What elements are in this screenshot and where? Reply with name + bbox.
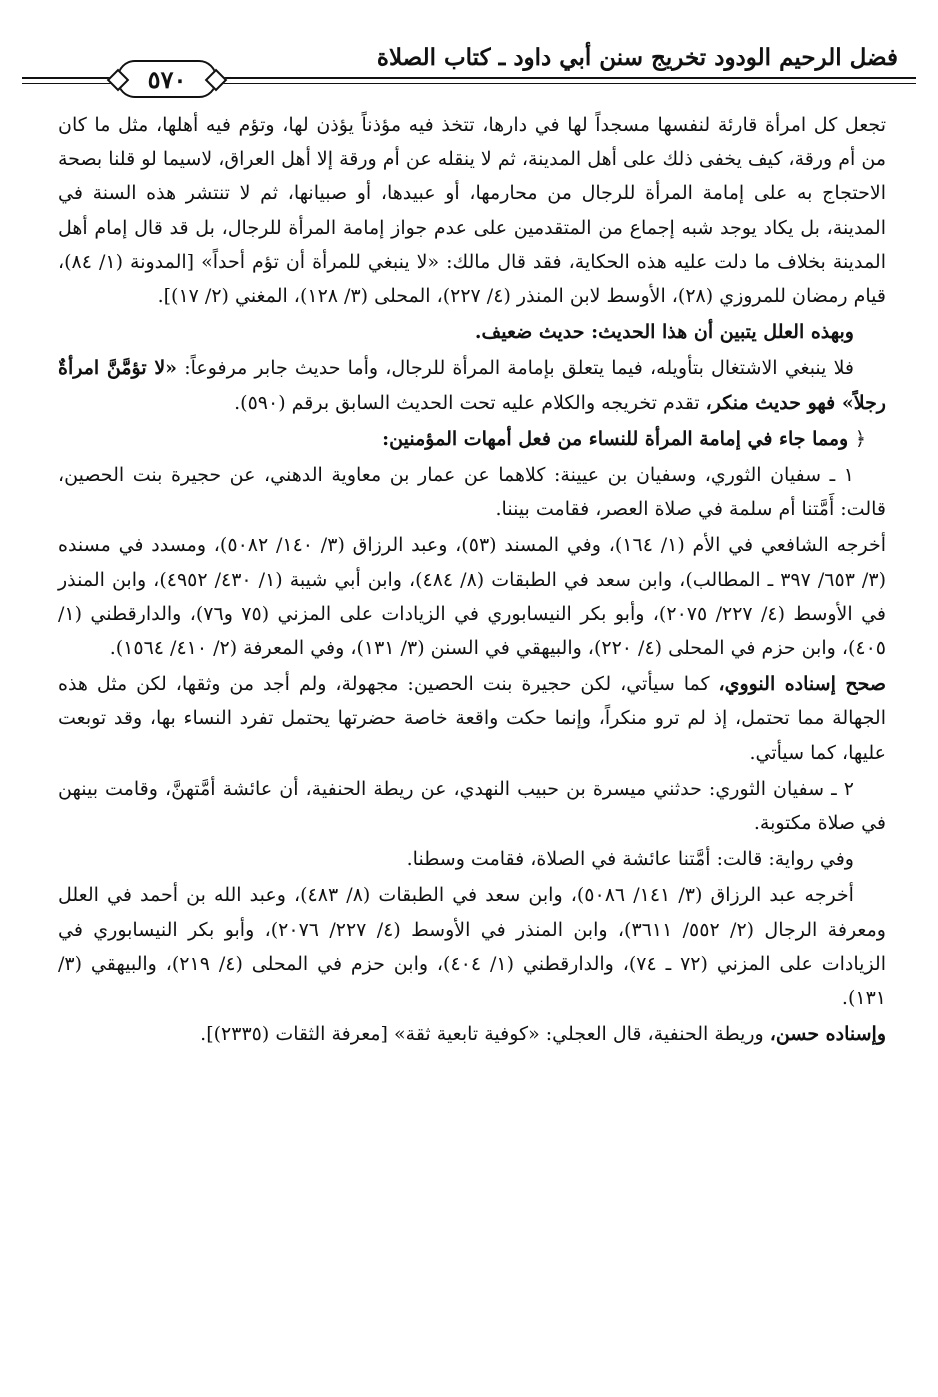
body-text bbox=[58, 108, 886, 1053]
paragraph bbox=[58, 667, 886, 770]
ornament-icon: ﴿ bbox=[854, 427, 866, 450]
paragraph bbox=[58, 351, 886, 419]
paragraph: وفي رواية: قالت: أمَّتنا عائشة في الصلاة، فقامت وسطنا. bbox=[406, 848, 854, 871]
paragraph-conclusion: وبهذه العلل يتبين أن هذا الحديث: حديث ضعيف. bbox=[474, 321, 854, 344]
page-number: ٥٧٠ bbox=[117, 60, 217, 98]
paragraph: ٢ ـ سفيان الثوري: حدثني ميسرة بن حبيب النهدي، عن ريطة الحنفية، أن عائشة أمَّتهنَّ، وقامت بينهن في صلاة مكتوبة. bbox=[58, 777, 886, 835]
paragraph bbox=[58, 1017, 886, 1051]
text-run: وريطة الحنفية، قال العجلي: «كوفية تابعية ثقة» [معرفة الثقات (٢٣٣٥)]. bbox=[200, 1023, 770, 1046]
bold-text-run: صحح إسناده النووي، bbox=[718, 673, 887, 696]
text-run: تقدم تخريجه والكلام عليه تحت الحديث السابق برقم (٥٩٠). bbox=[234, 391, 706, 414]
section-heading bbox=[58, 422, 886, 456]
text-run: كما سيأتي، لكن حجيرة بنت الحصين: مجهولة، ولم أجد من وثقها، لكن مثل هذه الجهالة مما تحتمل، إذ لم ترو منكراً، وإنما حكت واقعة خاصة حضرتها يحتمل تفرد النساء بها، وقد توبعت عليها، كما سيأتي. bbox=[58, 673, 886, 764]
page-header bbox=[22, 22, 916, 102]
paragraph: تجعل كل امرأة قارئة لنفسها مسجداً لها في دارها، تتخذ فيه مؤذناً يؤذن لها، وتؤم فيه أهلها، مثل ما كان من أم ورقة، كيف يخفى ذلك على أهل المدينة، ثم لا ينقله عن أم ورقة إلا أهل العراق، لاسيما لو قلنا بصحة الاحتجاج به على إمامة المرأة للرجال من محارمها، أو عبيدها، أو صبيانها، ثم لا تنتشر هذه السنة في المدينة، بل يكاد يوجد شبه إجماع من المتقدمين على عدم جواز إمامة المرأة للرجال، بل قد قال إمام أهل المدينة بخلاف ما دلت عليه هذه الحكاية، فقد قال مالك: «لا ينبغي للمرأة أن تؤم أحداً» [المدونة (١/ ٨٤)، قيام رمضان للمروزي (٢٨)، الأوسط لابن المنذر (٤/ ٢٢٧)، المحلى (٣/ ١٢٨)، المغني (٢/ ١٧)]. bbox=[58, 114, 886, 308]
running-title: فضل الرحيم الودود تخريج سنن أبي داود ـ كتاب الصلاة bbox=[376, 44, 898, 71]
paragraph: ١ ـ سفيان الثوري، وسفيان بن عيينة: كلاهما عن عمار بن معاوية الدهني، عن حجيرة بنت الحصين، قالت: أَمَّتنا أم سلمة في صلاة العصر، فقامت بيننا. bbox=[58, 464, 886, 521]
paragraph-takhrij: أخرجه الشافعي في الأم (١/ ١٦٤)، وفي المسند (٥٣)، وعبد الرزاق (٣/ ١٤٠/ ٥٠٨٢)، ومسدد في مسنده (٣/ ٦٥٣/ ٣٩٧ ـ المطالب)، وابن سعد في الطبقات (٨/ ٤٨٤)، وابن أبي شيبة (١/ ٤٣٠/ ٤٩٥٢)، وابن المنذر في الأوسط (٤/ ٢٢٧/ ٢٠٧٥)، وأبو بكر النيسابوري في الزيادات على المزني (٧٥ و٧٦)، والدارقطني (١/ ٤٠٥)، وابن حزم في المحلى (٤/ ٢٢٠)، والبيهقي في السنن (٣/ ١٣١)، وفي المعرفة (٢/ ٤١٠/ ١٥٦٤). bbox=[58, 534, 887, 660]
text-run: فلا ينبغي الاشتغال بتأويله، فيما يتعلق بإمامة المرأة للرجال، وأما حديث جابر مرفوعاً: bbox=[177, 357, 855, 380]
bold-text-run: وإسناده حسن، bbox=[769, 1023, 886, 1046]
section-heading-text: ومما جاء في إمامة المرأة للنساء من فعل أمهات المؤمنين: bbox=[382, 427, 849, 450]
bold-text-run: «لا تؤمَّنَّ امرأةٌ رجلاً» فهو حديث منكر، bbox=[58, 357, 886, 414]
paragraph-takhrij: أخرجه عبد الرزاق (٣/ ١٤١/ ٥٠٨٦)، وابن سعد في الطبقات (٨/ ٤٨٣)، وعبد الله بن أحمد في العلل ومعرفة الرجال (٢/ ٥٥٢/ ٣٦١١)، وابن المنذر في الأوسط (٤/ ٢٢٧/ ٢٠٧٦)، وأبو بكر النيسابوري في الزيادات على المزني (٧٢ ـ ٧٤)، والدارقطني (١/ ٤٠٤)، وابن حزم في المحلى (٤/ ٢١٩)، والبيهقي (٣/ ١٣١). bbox=[58, 884, 887, 1010]
